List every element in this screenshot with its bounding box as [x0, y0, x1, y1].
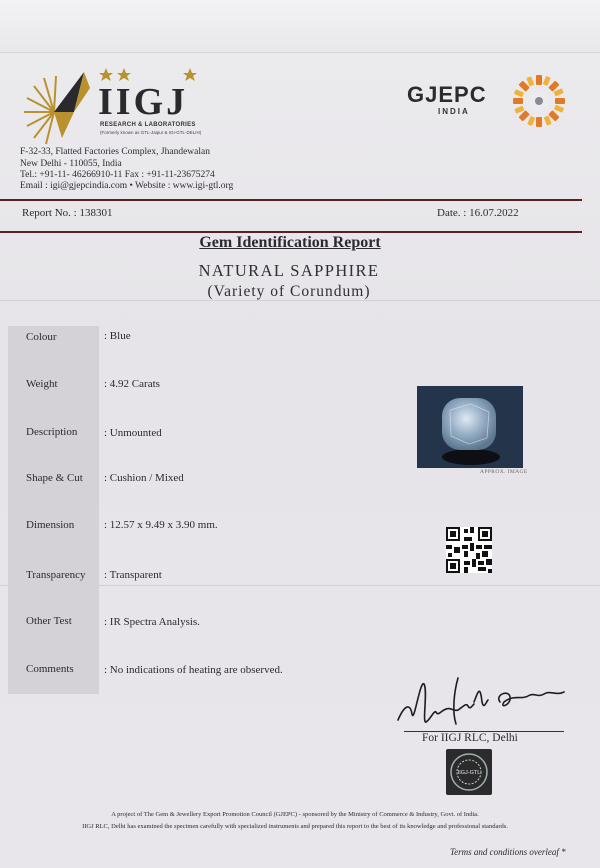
terms-note: Terms and conditions overleaf *	[450, 847, 566, 857]
field-label: Colour	[26, 331, 57, 343]
header-rule	[0, 199, 582, 201]
field-label: Dimension	[26, 519, 75, 531]
seal-text: IIGJ-GTL	[457, 770, 481, 776]
fold-line	[0, 52, 600, 53]
report-date: Date. : 16.07.2022	[437, 207, 519, 219]
gjepc-logo-text: GJEPC	[407, 82, 487, 107]
gjepc-country: INDIA	[438, 107, 470, 116]
iigj-tagline: RESEARCH & LABORATORIES	[100, 122, 196, 128]
field-label: Shape & Cut	[26, 472, 83, 484]
field-value: : 12.57 x 9.49 x 3.90 mm.	[104, 519, 218, 531]
gem-photo	[417, 386, 523, 468]
field-label: Other Test	[26, 615, 72, 627]
iigj-logo-text: IIGJ	[98, 81, 189, 123]
gem-name: NATURAL SAPPHIRE	[198, 261, 380, 280]
header-rule	[0, 231, 582, 233]
footer-line: IIGJ RLC, Delhi has examined the specimen carefully with specialized instruments and prepared this report to the best of its knowledge and professional standards.	[82, 823, 508, 830]
field-label: Description	[26, 426, 78, 438]
field-label: Transparency	[26, 569, 86, 581]
field-value: : Unmounted	[104, 427, 162, 439]
gem-variety: (Variety of Corundum)	[207, 283, 371, 300]
hologram-seal	[446, 749, 492, 795]
email-line: Email : igi@gjepcindia.com • Website : www.igi-gtl.org	[20, 181, 234, 191]
address-line: F-32-33, Flatted Factories Complex, Jhandewalan	[20, 147, 210, 157]
signatory: For IIGJ RLC, Delhi	[422, 732, 518, 744]
qr-code-icon[interactable]	[446, 527, 492, 573]
address-line: New Delhi - 110055, India	[20, 159, 122, 169]
field-label: Weight	[26, 378, 58, 390]
report-title: Gem Identification Report	[199, 234, 381, 251]
field-value: : Blue	[104, 330, 131, 342]
field-value: : Cushion / Mixed	[104, 472, 184, 484]
iigj-formerly: (Formerly known as GTL-Jaipur & IGI-GTL-DELHI)	[100, 130, 202, 135]
gjepc-emblem-icon	[512, 74, 566, 128]
footer-line: A project of The Gem & Jewellery Export Promotion Council (GJEPC) - sponsored by the Ministry of Commerce & Industry, Govt. of India.	[111, 811, 479, 818]
report-number: Report No. : 138301	[22, 207, 113, 219]
field-value: : IR Spectra Analysis.	[104, 616, 200, 628]
field-value: : 4.92 Carats	[104, 378, 160, 390]
phone-line: Tel.: +91-11- 46266910-11 Fax : +91-11-23675274	[20, 170, 215, 180]
image-caption: APPROX. IMAGE	[480, 469, 528, 475]
field-value: : No indications of heating are observed.	[104, 664, 283, 676]
top-band	[0, 0, 600, 52]
field-label: Comments	[26, 663, 74, 675]
field-value: : Transparent	[104, 569, 162, 581]
